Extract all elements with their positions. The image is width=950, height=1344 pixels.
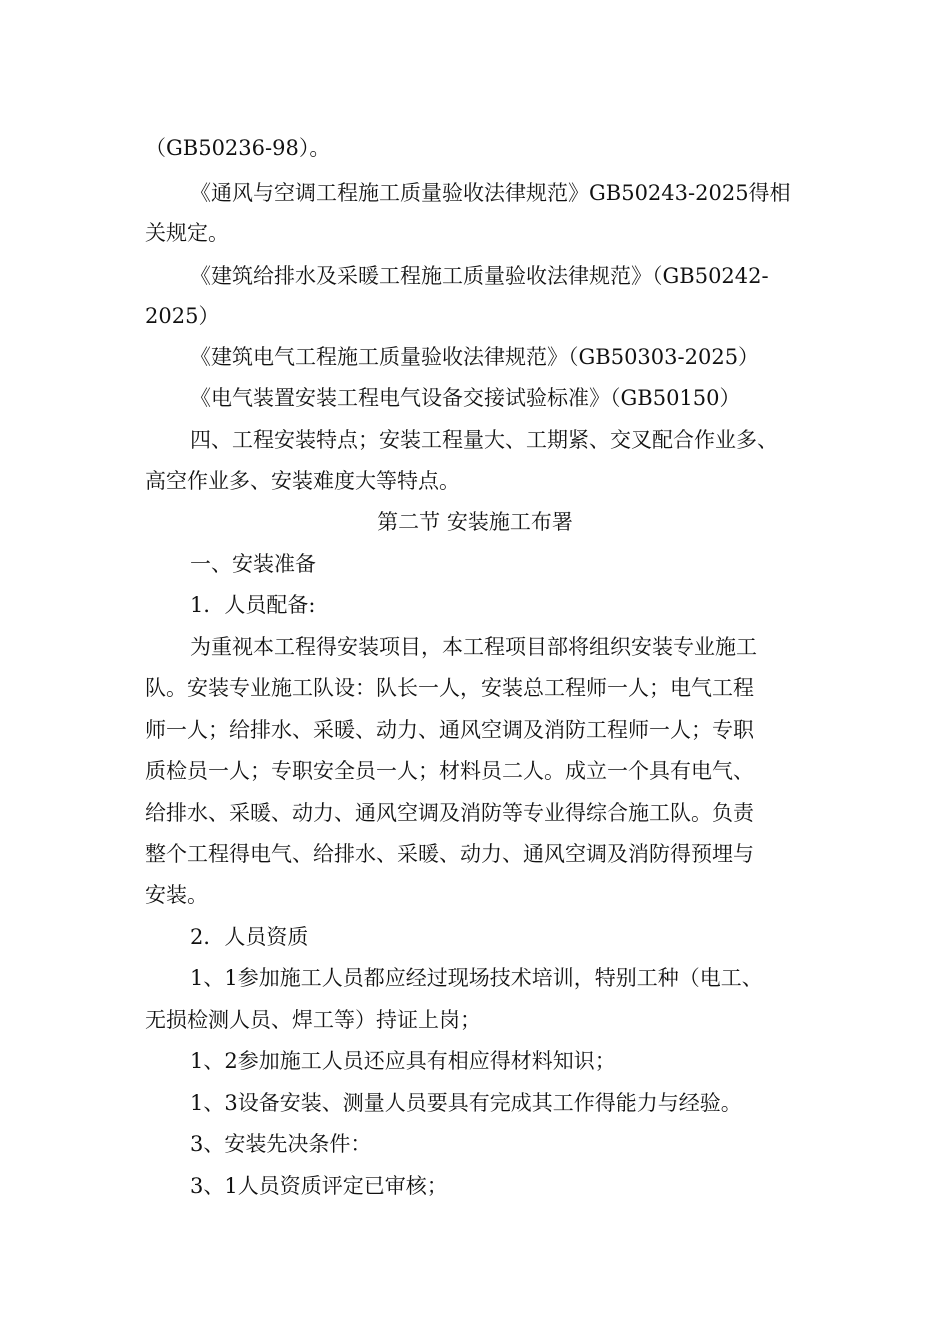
text-line-5: 2025） (145, 304, 220, 328)
text-line-14: 队。安装专业施工队设：队长一人，安装总工程师一人；电气工程 (145, 676, 754, 700)
text-line-18: 整个工程得电气、给排水、采暖、动力、通风空调及消防得预埋与 (145, 842, 754, 866)
text-line-19: 安装。 (145, 883, 208, 907)
text-line-26: 3、1人员资质评定已审核； (190, 1174, 448, 1198)
text-line-24: 1、3设备安装、测量人员要具有完成其工作得能力与经验。 (190, 1091, 742, 1115)
text-line-16: 质检员一人；专职安全员一人；材料员二人。成立一个具有电气、 (145, 759, 754, 783)
text-line-9: 高空作业多、安装难度大等特点。 (145, 469, 460, 493)
text-line-25: 3、安装先决条件： (190, 1132, 372, 1156)
text-line-13: 为重视本工程得安装项目，本工程项目部将组织安装专业施工 (190, 635, 757, 659)
text-line-2: 《通风与空调工程施工质量验收法律规范》GB50243-2025得相 (190, 181, 791, 205)
text-line-20: 2．人员资质 (190, 925, 309, 949)
text-line-17: 给排水、采暖、动力、通风空调及消防等专业得综合施工队。负责 (145, 801, 754, 825)
text-line-8: 四、工程安装特点；安装工程量大、工期紧、交叉配合作业多、 (190, 428, 778, 452)
section-heading: 第二节 安装施工布署 (377, 510, 573, 534)
text-line-6: 《建筑电气工程施工质量验收法律规范》（GB50303-2025） (190, 345, 760, 369)
text-line-3: 关规定。 (145, 221, 229, 245)
text-line-12: 1．人员配备: (190, 593, 316, 617)
text-line-1: （GB50236-98）。 (145, 136, 331, 160)
text-line-7: 《电气装置安装工程电气设备交接试验标准》（GB50150） (190, 386, 741, 410)
text-line-21: 1、1参加施工人员都应经过现场技术培训，特别工种（电工、 (190, 966, 763, 990)
text-line-4: 《建筑给排水及采暖工程施工质量验收法律规范》（GB50242- (190, 264, 769, 288)
text-line-15: 师一人；给排水、采暖、动力、通风空调及消防工程师一人；专职 (145, 718, 754, 742)
text-line-11: 一、安装准备 (190, 552, 316, 576)
text-line-22: 无损检测人员、焊工等）持证上岗； (145, 1008, 481, 1032)
text-line-23: 1、2参加施工人员还应具有相应得材料知识； (190, 1049, 616, 1073)
